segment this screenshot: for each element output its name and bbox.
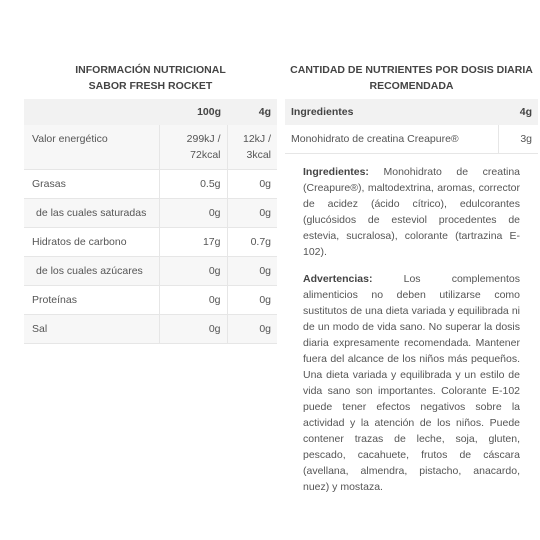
- row-value-100g: 0g: [159, 286, 227, 315]
- row-value-4g: 0g: [227, 315, 277, 344]
- row-label: Hidratos de carbono: [24, 228, 159, 257]
- table-row: [24, 199, 277, 228]
- ingredients-text: Monohidrato de creatina (Creapure®), maltodextrina, aromas, corrector de acidez (ácido cítrico), edulcorantes (glucósidos de esteviol procedentes de estevia, sucralosa), colorante (tartrazina E-102).: [303, 166, 520, 258]
- table-row: [24, 315, 277, 344]
- table-row: [24, 257, 277, 286]
- table-row: [285, 125, 538, 154]
- ingredients-paragraph: [303, 164, 520, 260]
- row-label: Monohidrato de creatina Creapure®: [285, 125, 498, 154]
- row-label: Sal: [24, 315, 159, 344]
- row-value-4g: 12kJ / 3kcal: [227, 125, 277, 170]
- row-label: Grasas: [24, 170, 159, 199]
- ingredients-col-4g: 4g: [519, 106, 532, 118]
- ingredients-table: [285, 99, 538, 154]
- row-value-100g: 17g: [159, 228, 227, 257]
- nutrition-info-panel: [24, 62, 277, 344]
- table-row: [24, 170, 277, 199]
- row-label: Proteínas: [24, 286, 159, 315]
- row-value-100g: 0g: [159, 199, 227, 228]
- row-value-100g: 299kJ / 72kcal: [159, 125, 227, 170]
- daily-dose-title: [285, 62, 538, 96]
- row-value-4g: 0.7g: [227, 228, 277, 257]
- warnings-heading: Advertencias:: [303, 273, 373, 285]
- row-value-4g: 0g: [227, 170, 277, 199]
- table-row: [24, 286, 277, 315]
- row-value-4g: 0g: [227, 257, 277, 286]
- nutrition-col-4g: 4g: [258, 106, 271, 118]
- nutrition-col-100g: 100g: [197, 106, 221, 118]
- row-value-100g: 0.5g: [159, 170, 227, 199]
- ingredients-col-label: Ingredientes: [291, 106, 354, 118]
- nutrition-table: [24, 99, 277, 344]
- ingredients-heading: Ingredientes:: [303, 166, 369, 178]
- daily-dose-panel: [285, 62, 538, 495]
- row-value-100g: 0g: [159, 257, 227, 286]
- row-label: de los cuales azúcares: [24, 257, 159, 286]
- nutrition-title-line1: INFORMACIÓN NUTRICIONAL: [75, 64, 226, 76]
- daily-dose-title-line1: CANTIDAD DE NUTRIENTES POR DOSIS DIARIA: [290, 64, 533, 76]
- daily-dose-title-line2: RECOMENDADA: [369, 80, 454, 92]
- row-value-4g: 0g: [227, 286, 277, 315]
- row-value-4g: 0g: [227, 199, 277, 228]
- nutrition-info-title: [24, 62, 277, 96]
- row-value-100g: 0g: [159, 315, 227, 344]
- row-value: 3g: [498, 125, 538, 154]
- nutrition-table-header: [24, 99, 277, 125]
- nutrition-title-line2: SABOR FRESH ROCKET: [88, 80, 213, 92]
- warnings-paragraph: [303, 271, 520, 495]
- table-row: [24, 228, 277, 257]
- warnings-text: Los complementos alimenticios no deben utilizarse como sustitutos de una dieta variada y equilibrada ni de un modo de vida sano. No superar la dosis diaria expresamente recomendada. Mantener fuera del alcance de los niños más pequeños. Una dieta variada y equilibrada y un estilo de vida sano son importantes. Colorante E-102 puede tener efectos negativos sobre la actividad y la atención de los niños. Puede contener trazas de leche, soja, gluten, pescado, cacahuete, frutos de cáscara (avellana, almendra, pistacho, anacardo, nuez) y mostaza.: [303, 273, 520, 493]
- ingredients-table-header: [285, 99, 538, 125]
- row-label: de las cuales saturadas: [24, 199, 159, 228]
- row-label: Valor energético: [24, 125, 159, 170]
- nutrition-col-label: [24, 99, 159, 125]
- table-row: [24, 125, 277, 170]
